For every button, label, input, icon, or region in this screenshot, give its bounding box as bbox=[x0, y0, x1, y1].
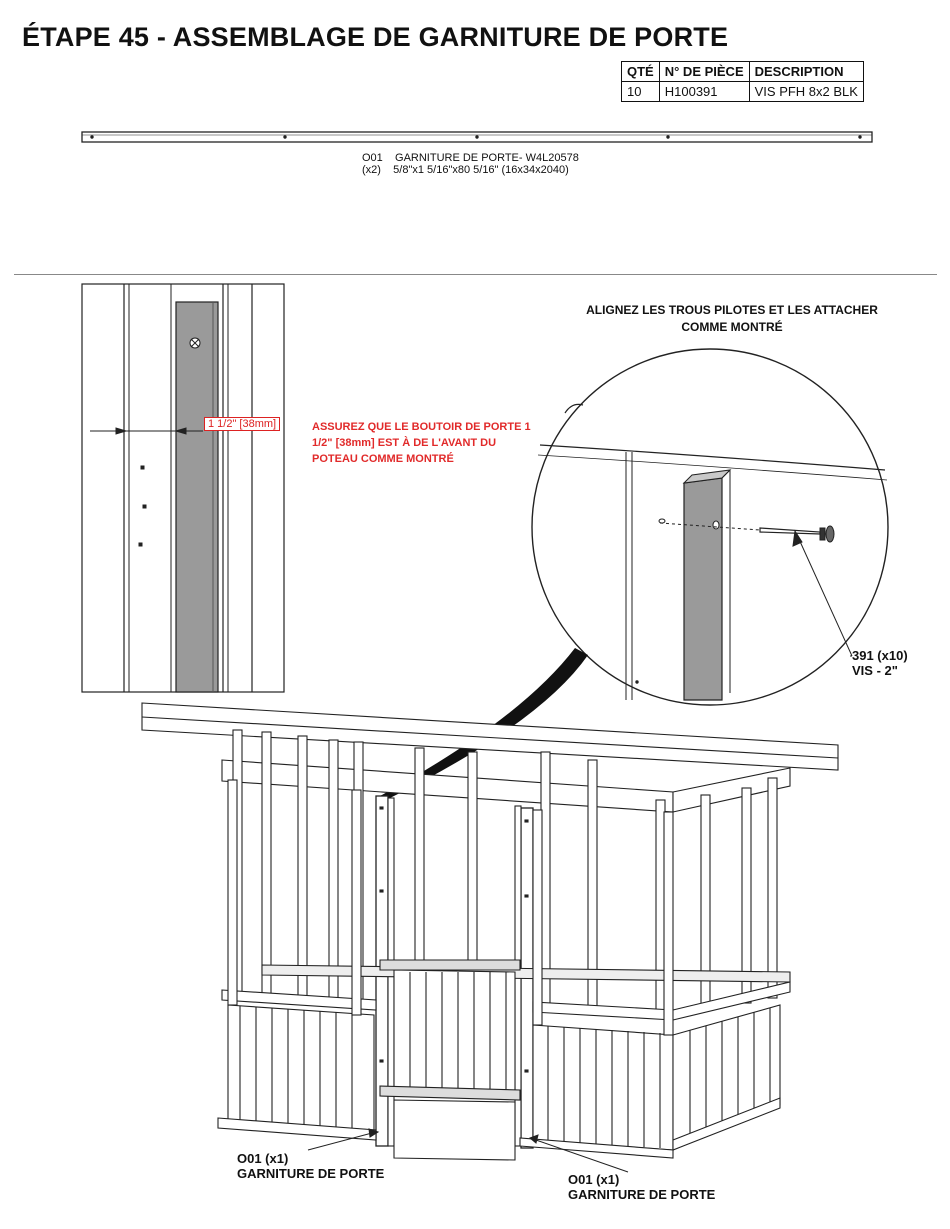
door-trim-part-illustration bbox=[82, 132, 872, 142]
screw-label bbox=[852, 648, 908, 678]
header-qty: QTÉ bbox=[622, 62, 660, 82]
instruction-line1: ALIGNEZ LES TROUS PILOTES ET LES ATTACHER bbox=[586, 303, 878, 317]
detail-inset-measurement bbox=[82, 284, 284, 692]
part-caption-line2: (x2) 5/8"x1 5/16"x80 5/16" (16x34x2040) bbox=[362, 164, 569, 176]
zoom-detail-circle bbox=[532, 349, 888, 705]
warning-note: ASSUREZ QUE LE BOUTOIR DE PORTE 1 1/2" [38mm] EST À DE L'AVANT DU POTEAU COMME MONTRÉ bbox=[312, 421, 531, 465]
part-caption-line1: O01 GARNITURE DE PORTE- W4L20578 bbox=[362, 152, 579, 164]
playhouse-frame bbox=[142, 703, 838, 1160]
left-trim-name: GARNITURE DE PORTE bbox=[237, 1166, 385, 1181]
right-trim-label bbox=[568, 1172, 715, 1202]
left-trim-label bbox=[237, 1151, 384, 1181]
page-title: ÉTAPE 45 - ASSEMBLAGE DE GARNITURE DE PORTE bbox=[22, 22, 729, 52]
right-trim-qty: O01 (x1) bbox=[568, 1172, 620, 1187]
measurement-tag: 1 1/2" [38mm] bbox=[204, 417, 280, 431]
cell-description: VIS PFH 8x2 BLK bbox=[749, 82, 863, 102]
section-divider bbox=[14, 274, 937, 275]
cell-part-number: H100391 bbox=[659, 82, 749, 102]
screw-label-desc: VIS - 2" bbox=[852, 663, 898, 678]
instruction-line2: COMME MONTRÉ bbox=[681, 320, 783, 334]
left-trim-qty: O01 (x1) bbox=[237, 1151, 289, 1166]
cell-qty: 10 bbox=[622, 82, 660, 102]
part-caption bbox=[362, 152, 579, 176]
header-part-number: N° DE PIÈCE bbox=[659, 62, 749, 82]
right-trim-name: GARNITURE DE PORTE bbox=[568, 1187, 716, 1202]
header-description: DESCRIPTION bbox=[749, 62, 863, 82]
screw-label-qty: 391 (x10) bbox=[852, 648, 908, 663]
instruction-callout bbox=[567, 302, 897, 336]
